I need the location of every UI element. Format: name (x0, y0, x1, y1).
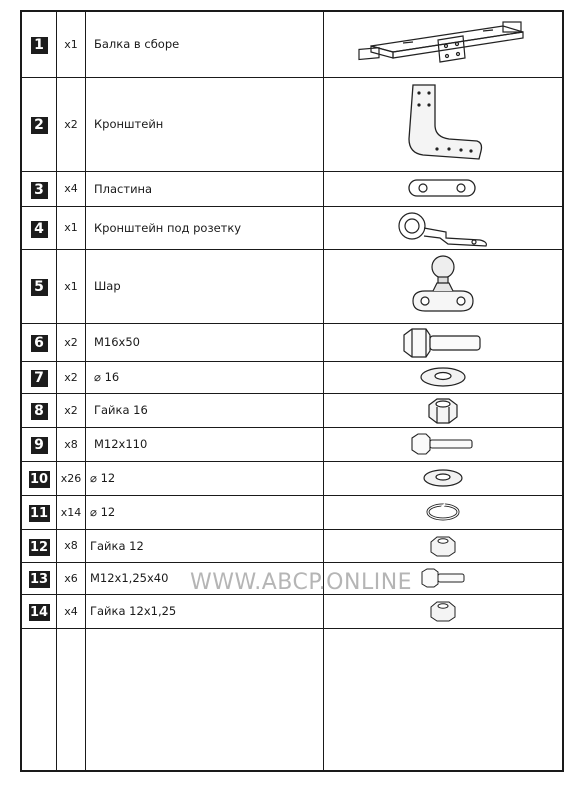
item-number: 13 (29, 572, 49, 587)
table-row (21, 77, 563, 171)
item-number: 4 (31, 221, 48, 238)
tow-ball-icon (403, 253, 483, 319)
item-name: М12х110 (86, 427, 324, 461)
nut-icon (427, 534, 459, 558)
item-quantity: x4 (57, 171, 86, 206)
table-row (21, 562, 563, 594)
table-row (21, 529, 563, 562)
item-number: 5 (31, 279, 48, 296)
item-quantity: x2 (57, 77, 86, 171)
item-name: ⌀ 12 (86, 495, 324, 529)
item-number: 14 (29, 605, 49, 620)
nut-icon (423, 395, 463, 425)
parts-list-table (20, 10, 564, 772)
table-row (21, 495, 563, 529)
item-quantity: x8 (57, 529, 86, 562)
item-number: 11 (29, 506, 49, 521)
item-name: Пластина (86, 171, 324, 206)
table-row (21, 393, 563, 427)
long-bolt-icon (408, 432, 478, 456)
bolt-icon (418, 567, 468, 589)
item-quantity: x14 (57, 495, 86, 529)
item-number: 12 (29, 539, 49, 555)
table-row (21, 427, 563, 461)
spring-washer-icon (423, 501, 463, 523)
item-number: 1 (31, 37, 48, 54)
item-quantity: x8 (57, 427, 86, 461)
washer-icon (418, 365, 468, 389)
item-quantity: x1 (57, 249, 86, 323)
item-name: Кронштейн (86, 77, 324, 171)
item-quantity: x26 (57, 461, 86, 495)
item-quantity: x1 (57, 206, 86, 249)
tow-bar-beam-icon (353, 14, 533, 74)
item-number: 2 (31, 117, 48, 134)
item-name: М16х50 (86, 323, 324, 361)
watermark: WWW.ABCP.ONLINE (190, 570, 413, 595)
item-quantity: x2 (57, 393, 86, 427)
table-row (21, 323, 563, 361)
table-row (21, 361, 563, 393)
bolt-icon (398, 325, 488, 359)
table-row (21, 206, 563, 249)
item-name: Гайка 12х1,25 (86, 594, 324, 628)
item-quantity: x2 (57, 323, 86, 361)
table-row (21, 171, 563, 206)
table-row (21, 594, 563, 628)
item-number: 6 (31, 335, 48, 352)
item-number: 3 (31, 182, 48, 199)
item-quantity: x2 (57, 361, 86, 393)
item-name: М12х1,25х40 (86, 562, 324, 594)
item-quantity: x4 (57, 594, 86, 628)
item-name: ⌀ 12 (86, 461, 324, 495)
item-number: 8 (31, 403, 48, 420)
table-row (21, 461, 563, 495)
item-name: Гайка 12 (86, 529, 324, 562)
table-row-empty (21, 628, 563, 771)
plate-icon (403, 174, 483, 204)
bracket-icon (393, 81, 493, 167)
item-number: 9 (31, 437, 48, 454)
item-quantity: x1 (57, 11, 86, 77)
washer-icon (421, 467, 465, 489)
item-number: 10 (29, 472, 49, 487)
item-name: Гайка 16 (86, 393, 324, 427)
item-quantity: x6 (57, 562, 86, 594)
socket-bracket-icon (388, 208, 498, 248)
item-name: Шар (86, 249, 324, 323)
item-name: Кронштейн под розетку (86, 206, 324, 249)
table-row (21, 249, 563, 323)
item-name: ⌀ 16 (86, 361, 324, 393)
table-row (21, 11, 563, 77)
item-number: 7 (31, 370, 48, 387)
item-name: Балка в сборе (86, 11, 324, 77)
nut-icon (427, 599, 459, 623)
